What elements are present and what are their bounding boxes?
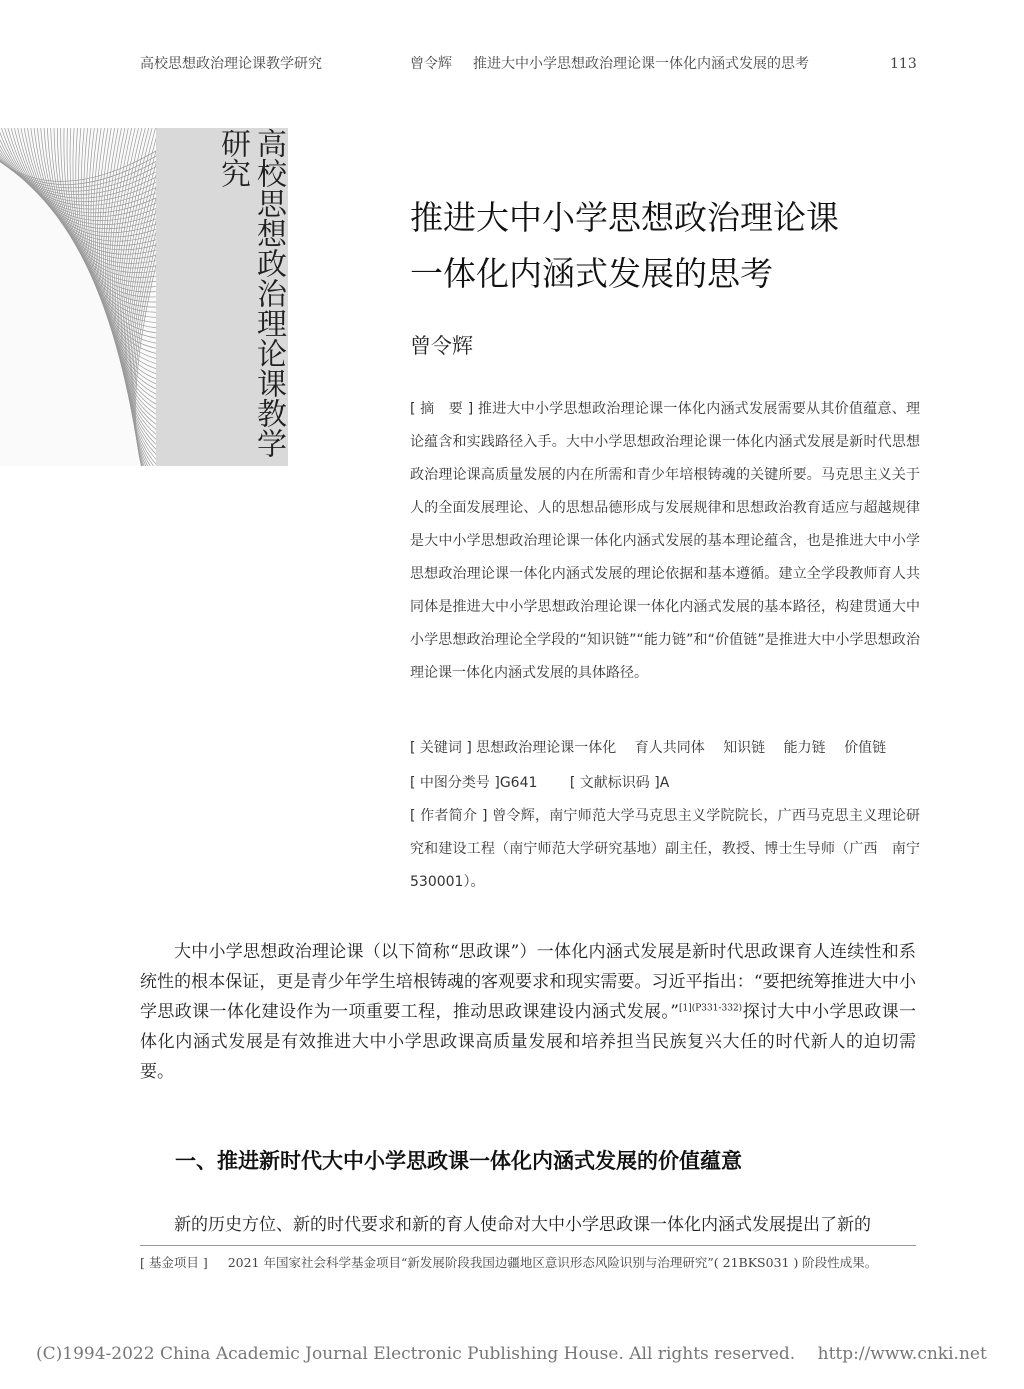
banner-journal-name: 高校思想政治理论课教学研究: [215, 128, 286, 458]
doc-code-label: [ 文献标识码 ]: [569, 775, 660, 791]
keyword: 育人共同体: [634, 740, 705, 756]
doc-code-value: A: [659, 775, 670, 791]
footnote-divider: [140, 1245, 916, 1246]
body-paragraph: [140, 937, 916, 1087]
keyword: 知识链: [723, 740, 766, 756]
page-number: 113: [890, 56, 917, 72]
body-paragraph-text: 探讨大中小学思政课一体化内涵式发展是有效推进大中小学思政课高质量发展和培养担当民族复兴大任的时代新人的迫切需要。: [140, 1002, 916, 1082]
keyword: 价值链: [844, 740, 887, 756]
article-title: [410, 190, 930, 302]
running-head-title: 推进大中小学思想政治理论课一体化内涵式发展的思考: [473, 56, 809, 72]
body-paragraph: 新的历史方位、新的时代要求和新的育人使命对大中小学思政课一体化内涵式发展提出了新的: [174, 1215, 871, 1235]
clc-label: [ 中图分类号 ]: [410, 775, 500, 791]
keywords: [410, 732, 920, 765]
abstract-text: 推进大中小学思想政治理论课一体化内涵式发展需要从其价值蕴意、理论蕴含和实践路径入手。大中小学思想政治理论课一体化内涵式发展是新时代思想政治理论课高质量发展的内在所需和青少年培根铸魂的关键所要。马克思主义关于人的全面发展理论、人的思想品德形成与发展规律和思想政治教育适应与超越规律是大中小学思想政治理论课一体化内涵式发展的基本理论蕴含，也是推进大中小学思想政治理论课一体化内涵式发展的理论依据和基本遵循。建立全学段教师育人共同体是推进大中小学思想政治理论课一体化内涵式发展的基本路径，构建贯通大中小学思想政治理论全学段的“知识链”“能力链”和“价值链”是推进大中小学思想政治理论课一体化内涵式发展的具体路径。: [410, 401, 921, 681]
author-intro-label: [ 作者简介 ]: [410, 808, 488, 824]
copyright-notice: (C)1994-2022 China Academic Journal Electronic Publishing House. All rights reserved. http://www.cnki.net: [36, 1344, 987, 1364]
article-title-line-1: 推进大中小学思想政治理论课: [410, 198, 839, 237]
citation: [1](P331-332): [678, 1003, 743, 1014]
footnote-text: 2021 年国家社会科学基金项目“新发展阶段我国边疆地区意识形态风险识别与治理研究”( 21BKS031 ) 阶段性成果。: [227, 1255, 878, 1270]
decorative-line-pattern: [0, 128, 156, 466]
running-head-journal: 高校思想政治理论课教学研究: [140, 56, 322, 72]
clc-value: G641: [499, 775, 538, 791]
keywords-label: [ 关键词 ]: [410, 740, 472, 756]
section-heading: 一、推进新时代大中小学思政课一体化内涵式发展的价值蕴意: [175, 1148, 742, 1173]
keyword: 能力链: [783, 740, 826, 756]
body-paragraph-text: 大中小学思想政治理论课（以下简称“思政课”）一体化内涵式发展是新时代思政课育人连续性和系统性的根本保证，更是青少年学生培根铸魂的客观要求和现实需要。习近平指出：“要把统筹推进大中小学思政课一体化建设作为一项重要工程，推动思政课建设内涵式发展。”: [140, 942, 916, 1022]
footnote: [140, 1253, 930, 1271]
classification: [410, 767, 920, 800]
article-author: 曾令辉: [410, 334, 473, 358]
keyword: 思想政治理论课一体化: [476, 740, 617, 756]
author-intro-text: 曾令辉，南宁师范大学马克思主义学院院长，广西马克思主义理论研究和建设工程（南宁师范大学研究基地）副主任，教授、博士生导师（广西 南宁 530001）。: [410, 808, 934, 890]
running-head-author: 曾令辉: [410, 56, 452, 72]
abstract-label: [ 摘 要 ]: [410, 401, 474, 417]
footnote-label: [ 基金项目 ]: [140, 1255, 208, 1270]
abstract: [410, 393, 920, 690]
article-title-line-2: 一体化内涵式发展的思考: [410, 254, 773, 293]
author-intro: [410, 800, 934, 899]
